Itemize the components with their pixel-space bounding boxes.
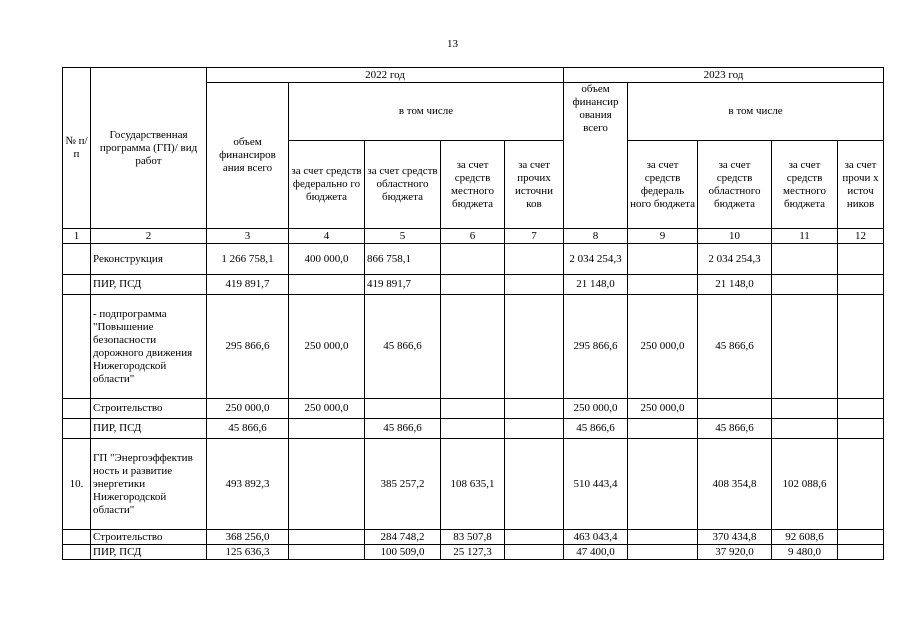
cell-local-2023: 102 088,6 bbox=[772, 439, 838, 530]
cell-regional-2023: 45 866,6 bbox=[698, 419, 772, 439]
cell-regional-2023: 37 920,0 bbox=[698, 545, 772, 560]
header-total-2023: объем финансир ования всего bbox=[564, 83, 628, 229]
header-total-2022: объем финансиров ания всего bbox=[207, 83, 289, 229]
cell-other-2023 bbox=[838, 545, 884, 560]
header-regional-2022: за счет средств областного бюджета bbox=[365, 141, 441, 229]
cell-total-2022: 419 891,7 bbox=[207, 275, 289, 295]
row-name: ПИР, ПСД bbox=[91, 419, 207, 439]
cell-total-2023: 21 148,0 bbox=[564, 275, 628, 295]
cell-other-2022 bbox=[505, 419, 564, 439]
cell-local-2022 bbox=[441, 244, 505, 275]
cell-local-2022 bbox=[441, 295, 505, 399]
cell-regional-2022: 100 509,0 bbox=[365, 545, 441, 560]
cell-local-2023: 9 480,0 bbox=[772, 545, 838, 560]
cell-total-2022: 45 866,6 bbox=[207, 419, 289, 439]
cell-federal-2023 bbox=[628, 530, 698, 545]
header-other-2023: за счет прочи х источ ников bbox=[838, 141, 884, 229]
cell-total-2022: 368 256,0 bbox=[207, 530, 289, 545]
cell-federal-2023 bbox=[628, 419, 698, 439]
row-name: ПИР, ПСД bbox=[91, 275, 207, 295]
header-year-2022: 2022 год bbox=[207, 68, 564, 83]
cell-federal-2022: 250 000,0 bbox=[289, 399, 365, 419]
cell-other-2023 bbox=[838, 275, 884, 295]
cell-regional-2023: 408 354,8 bbox=[698, 439, 772, 530]
cell-other-2022 bbox=[505, 399, 564, 419]
cell-local-2023 bbox=[772, 275, 838, 295]
cell-other-2022 bbox=[505, 244, 564, 275]
cell-regional-2023: 45 866,6 bbox=[698, 295, 772, 399]
header-other-2022: за счет прочих источни ков bbox=[505, 141, 564, 229]
header-federal-2023: за счет средств федераль ного бюджета bbox=[628, 141, 698, 229]
col-number: 6 bbox=[441, 229, 505, 244]
row-number: 10. bbox=[63, 439, 91, 530]
col-number: 7 bbox=[505, 229, 564, 244]
col-number: 2 bbox=[91, 229, 207, 244]
cell-total-2023: 295 866,6 bbox=[564, 295, 628, 399]
row-name: Строительство bbox=[91, 399, 207, 419]
row-name: Реконструкция bbox=[91, 244, 207, 275]
row-number bbox=[63, 275, 91, 295]
row-number bbox=[63, 545, 91, 560]
col-number: 4 bbox=[289, 229, 365, 244]
table-row bbox=[63, 244, 884, 275]
cell-other-2023 bbox=[838, 295, 884, 399]
cell-other-2022 bbox=[505, 439, 564, 530]
table-row bbox=[63, 419, 884, 439]
cell-federal-2023: 250 000,0 bbox=[628, 295, 698, 399]
cell-regional-2022: 45 866,6 bbox=[365, 295, 441, 399]
table-row bbox=[63, 399, 884, 419]
cell-federal-2022: 400 000,0 bbox=[289, 244, 365, 275]
cell-total-2022: 250 000,0 bbox=[207, 399, 289, 419]
header-year-2023: 2023 год bbox=[564, 68, 884, 83]
cell-other-2023 bbox=[838, 530, 884, 545]
header-local-2022: за счет средств местного бюджета bbox=[441, 141, 505, 229]
cell-federal-2022 bbox=[289, 275, 365, 295]
cell-total-2023: 250 000,0 bbox=[564, 399, 628, 419]
row-number bbox=[63, 244, 91, 275]
table-row bbox=[63, 439, 884, 530]
header-local-2023: за счет средств местного бюджета bbox=[772, 141, 838, 229]
header-including-2022: в том числе bbox=[289, 83, 564, 141]
row-number bbox=[63, 399, 91, 419]
cell-federal-2023: 250 000,0 bbox=[628, 399, 698, 419]
cell-federal-2022 bbox=[289, 530, 365, 545]
cell-federal-2022 bbox=[289, 545, 365, 560]
cell-total-2023: 463 043,4 bbox=[564, 530, 628, 545]
cell-other-2023 bbox=[838, 399, 884, 419]
cell-total-2022: 1 266 758,1 bbox=[207, 244, 289, 275]
row-number bbox=[63, 530, 91, 545]
cell-regional-2022: 385 257,2 bbox=[365, 439, 441, 530]
row-name: ГП "Энергоэффектив ность и развитие энергетики Нижегородской области" bbox=[91, 439, 207, 530]
row-number bbox=[63, 419, 91, 439]
cell-local-2022 bbox=[441, 399, 505, 419]
cell-other-2022 bbox=[505, 545, 564, 560]
cell-local-2022: 83 507,8 bbox=[441, 530, 505, 545]
col-number: 12 bbox=[838, 229, 884, 244]
table-row bbox=[63, 530, 884, 545]
cell-federal-2022: 250 000,0 bbox=[289, 295, 365, 399]
cell-federal-2023 bbox=[628, 439, 698, 530]
cell-total-2023: 2 034 254,3 bbox=[564, 244, 628, 275]
header-including-2023: в том числе bbox=[628, 83, 884, 141]
cell-regional-2023: 370 434,8 bbox=[698, 530, 772, 545]
cell-other-2022 bbox=[505, 295, 564, 399]
cell-other-2023 bbox=[838, 419, 884, 439]
cell-regional-2022: 284 748,2 bbox=[365, 530, 441, 545]
cell-regional-2022: 866 758,1 bbox=[365, 244, 441, 275]
col-number: 5 bbox=[365, 229, 441, 244]
cell-regional-2023: 21 148,0 bbox=[698, 275, 772, 295]
header-federal-2022: за счет средств федерально го бюджета bbox=[289, 141, 365, 229]
cell-regional-2022: 45 866,6 bbox=[365, 419, 441, 439]
table-row bbox=[63, 275, 884, 295]
cell-local-2023 bbox=[772, 419, 838, 439]
col-number: 1 bbox=[63, 229, 91, 244]
financing-table bbox=[62, 67, 884, 560]
cell-federal-2023 bbox=[628, 275, 698, 295]
cell-local-2022: 108 635,1 bbox=[441, 439, 505, 530]
cell-total-2022: 493 892,3 bbox=[207, 439, 289, 530]
cell-total-2023: 510 443,4 bbox=[564, 439, 628, 530]
cell-regional-2022 bbox=[365, 399, 441, 419]
cell-local-2023 bbox=[772, 244, 838, 275]
cell-federal-2022 bbox=[289, 419, 365, 439]
cell-local-2022 bbox=[441, 275, 505, 295]
cell-local-2023: 92 608,6 bbox=[772, 530, 838, 545]
col-number: 10 bbox=[698, 229, 772, 244]
cell-other-2022 bbox=[505, 275, 564, 295]
col-number: 9 bbox=[628, 229, 698, 244]
page-number: 13 bbox=[447, 38, 458, 50]
row-name: Строительство bbox=[91, 530, 207, 545]
cell-regional-2023: 2 034 254,3 bbox=[698, 244, 772, 275]
cell-federal-2023 bbox=[628, 545, 698, 560]
cell-total-2022: 295 866,6 bbox=[207, 295, 289, 399]
col-number: 11 bbox=[772, 229, 838, 244]
cell-other-2023 bbox=[838, 439, 884, 530]
row-name: ПИР, ПСД bbox=[91, 545, 207, 560]
cell-federal-2022 bbox=[289, 439, 365, 530]
cell-other-2023 bbox=[838, 244, 884, 275]
cell-regional-2022: 419 891,7 bbox=[365, 275, 441, 295]
cell-local-2023 bbox=[772, 399, 838, 419]
header-program: Государственная программа (ГП)/ вид работ bbox=[91, 68, 207, 229]
row-number bbox=[63, 295, 91, 399]
header-number: № п/п bbox=[63, 68, 91, 229]
cell-regional-2023 bbox=[698, 399, 772, 419]
row-name: - подпрограмма "Повышение безопасности дорожного движения Нижегородской области" bbox=[91, 295, 207, 399]
cell-local-2022 bbox=[441, 419, 505, 439]
cell-total-2023: 45 866,6 bbox=[564, 419, 628, 439]
col-number: 8 bbox=[564, 229, 628, 244]
cell-local-2023 bbox=[772, 295, 838, 399]
col-number: 3 bbox=[207, 229, 289, 244]
table-row bbox=[63, 295, 884, 399]
cell-federal-2023 bbox=[628, 244, 698, 275]
cell-other-2022 bbox=[505, 530, 564, 545]
table-row bbox=[63, 545, 884, 560]
cell-total-2023: 47 400,0 bbox=[564, 545, 628, 560]
cell-local-2022: 25 127,3 bbox=[441, 545, 505, 560]
cell-total-2022: 125 636,3 bbox=[207, 545, 289, 560]
header-regional-2023: за счет средств областного бюджета bbox=[698, 141, 772, 229]
